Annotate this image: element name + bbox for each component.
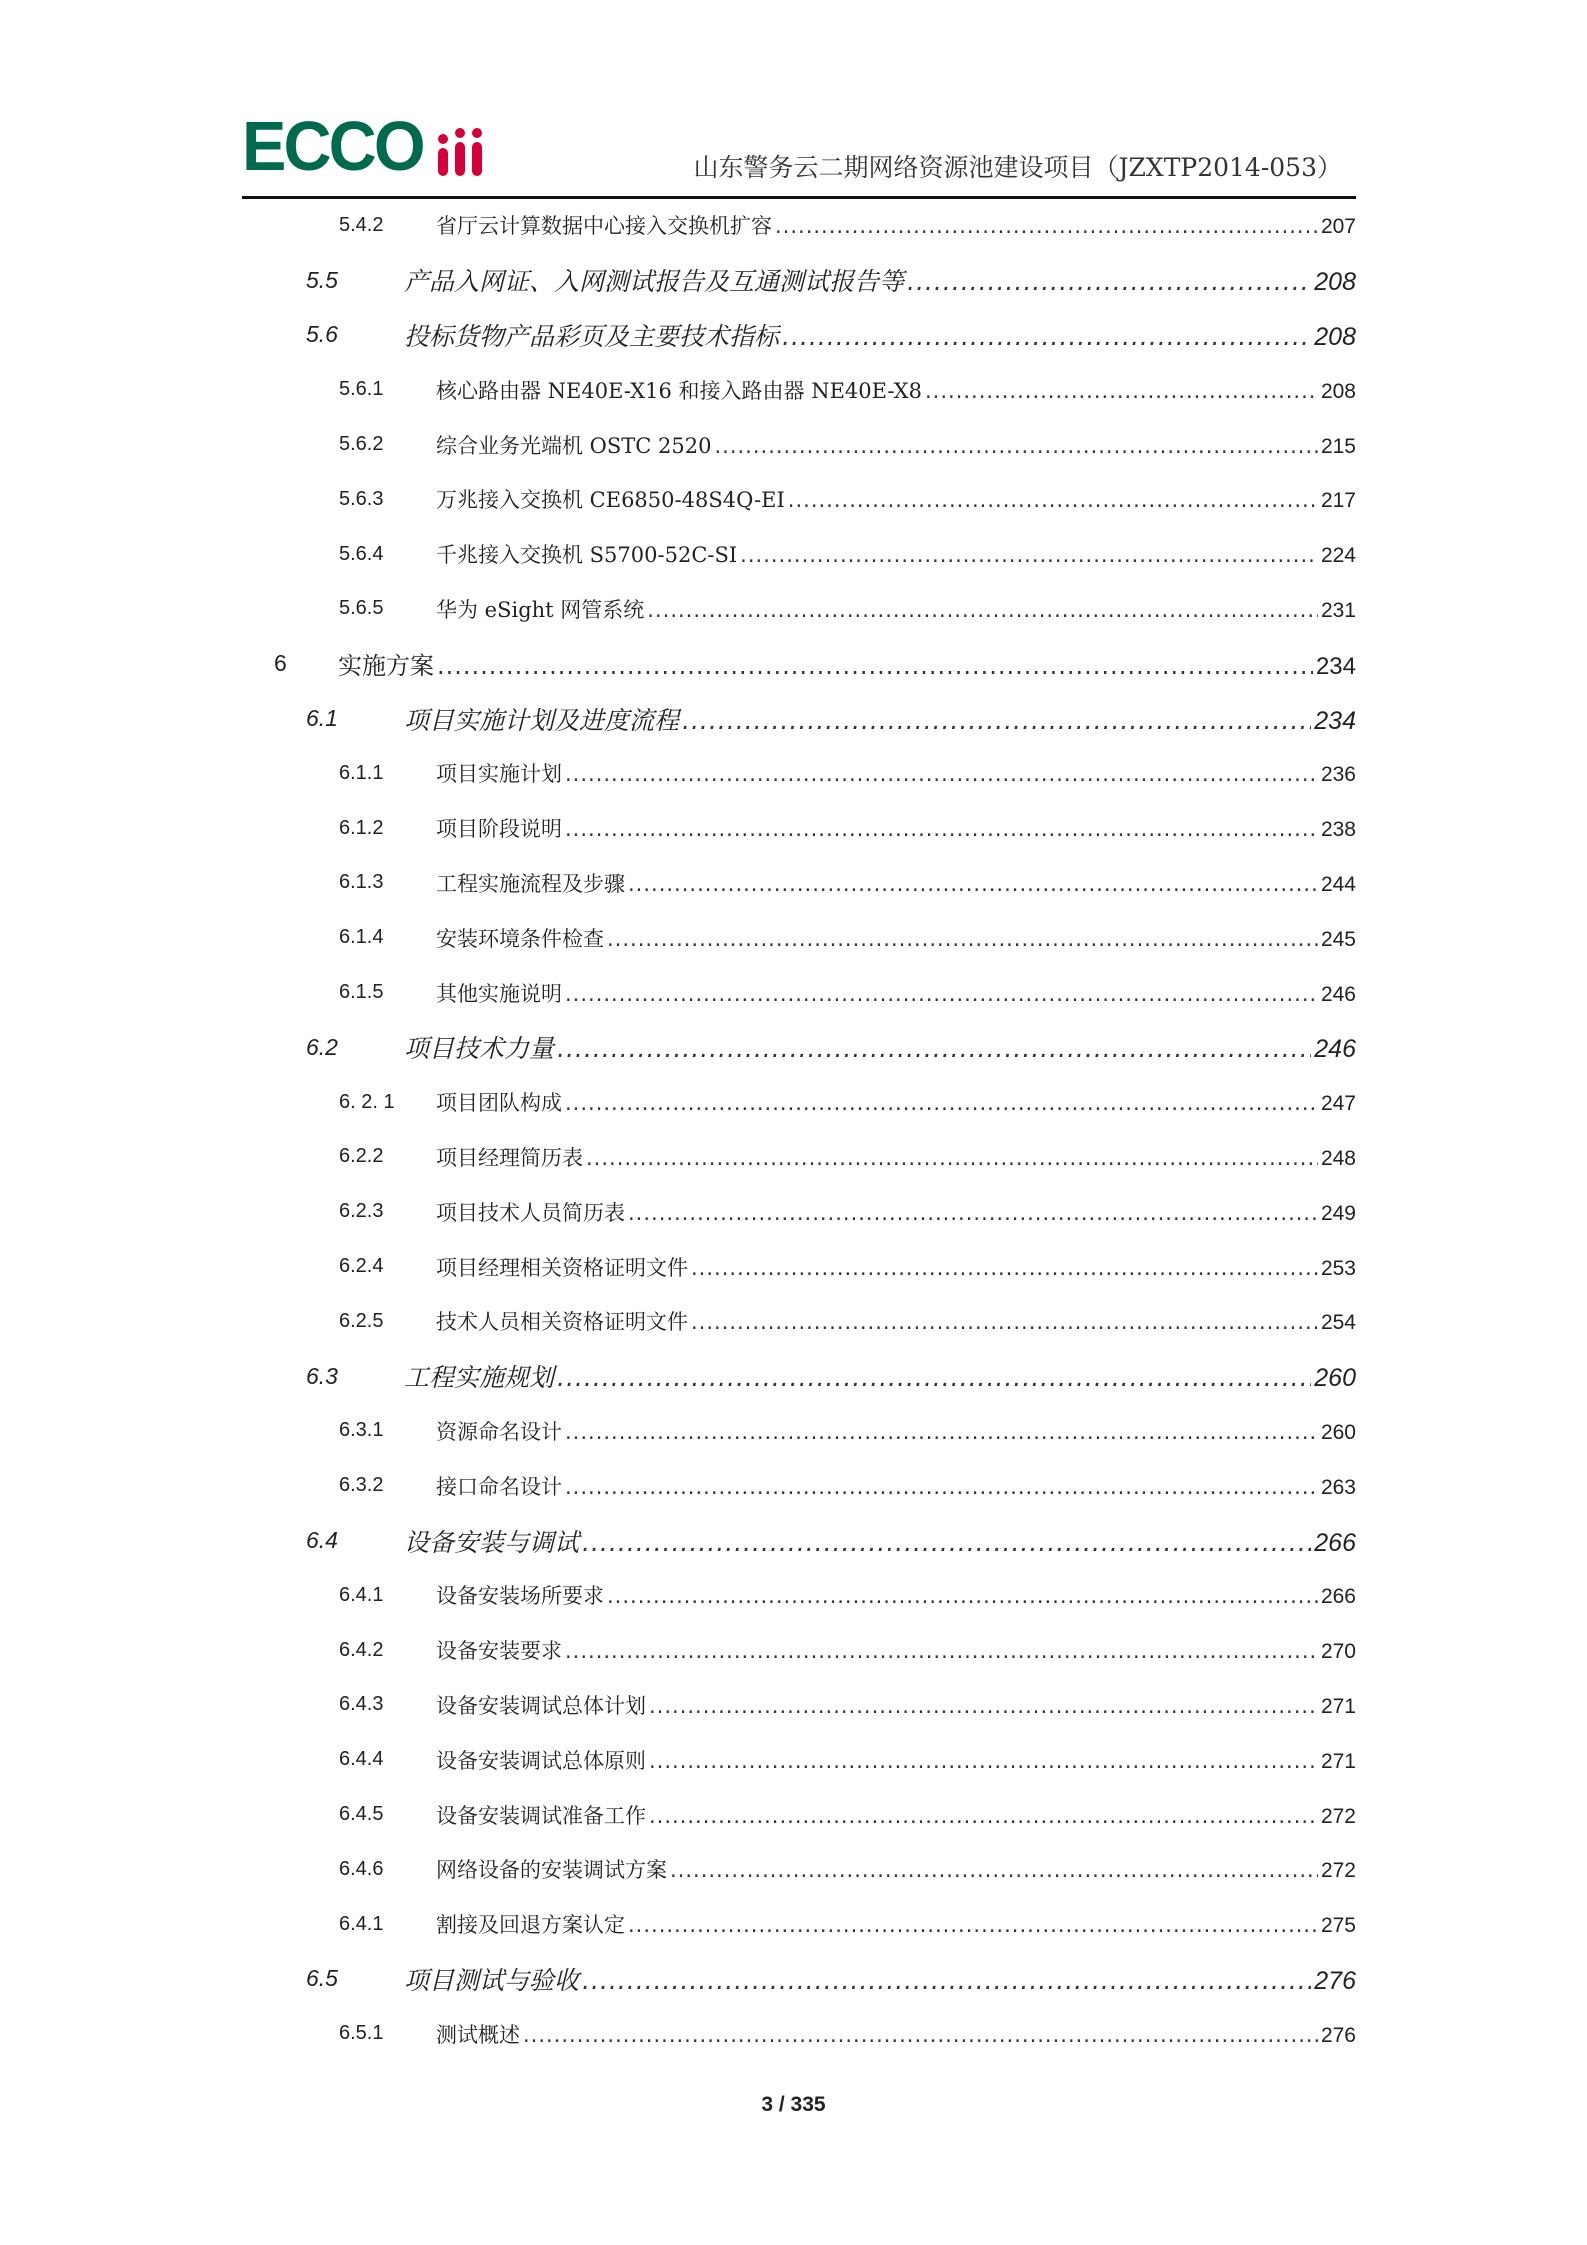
toc-entry-page[interactable]: 208 bbox=[1314, 322, 1356, 351]
toc-entry[interactable] bbox=[0, 1239, 1356, 1294]
toc-dot-leader bbox=[649, 1749, 1318, 1773]
toc-dot-leader bbox=[557, 1034, 1311, 1063]
toc-entry-number: 6.1.4 bbox=[339, 926, 384, 949]
toc-entry-number: 5.6.3 bbox=[339, 487, 384, 510]
document-header-title: 山东警务云二期网络资源池建设项目（JZXTP2014-053） bbox=[693, 153, 1342, 182]
toc-dot-leader bbox=[628, 1201, 1318, 1225]
company-logo bbox=[242, 107, 482, 185]
toc-dot-leader bbox=[740, 543, 1318, 567]
toc-entry-page[interactable]: 247 bbox=[1320, 1092, 1356, 1116]
toc-entry[interactable] bbox=[0, 308, 1356, 363]
toc-dot-leader bbox=[565, 982, 1318, 1006]
toc-entry-title[interactable]: 安装环境条件检查 bbox=[436, 926, 604, 951]
toc-entry-number: 6.2.4 bbox=[339, 1255, 384, 1278]
toc-entry[interactable] bbox=[0, 253, 1356, 308]
toc-entry[interactable] bbox=[0, 1568, 1356, 1623]
toc-dot-leader bbox=[565, 762, 1318, 786]
toc-dot-leader bbox=[565, 817, 1318, 841]
toc-entry-title[interactable]: 设备安装与调试 bbox=[404, 1527, 580, 1557]
toc-entry-title[interactable]: 核心路由器 NE40E-X16 和接入路由器 NE40E-X8 bbox=[436, 378, 922, 403]
toc-dot-leader bbox=[628, 872, 1318, 896]
toc-entry-page[interactable]: 272 bbox=[1320, 1804, 1356, 1828]
toc-entry-page[interactable]: 271 bbox=[1320, 1694, 1356, 1718]
toc-dot-leader bbox=[682, 706, 1311, 735]
toc-entry-page[interactable]: 276 bbox=[1314, 1966, 1356, 1995]
toc-dot-leader bbox=[582, 1966, 1311, 1995]
toc-dot-leader bbox=[647, 598, 1318, 622]
toc-entry-title[interactable]: 项目阶段说明 bbox=[436, 817, 562, 842]
toc-entry[interactable] bbox=[0, 1020, 1356, 1075]
toc-dot-leader bbox=[788, 488, 1318, 512]
toc-dot-leader bbox=[565, 1475, 1318, 1499]
toc-entry[interactable] bbox=[0, 1897, 1356, 1952]
toc-dot-leader bbox=[670, 1858, 1318, 1882]
toc-entry-page[interactable]: 234 bbox=[1314, 706, 1356, 735]
toc-entry-number: 5.4.2 bbox=[339, 213, 384, 236]
toc-entry-page[interactable]: 260 bbox=[1320, 1420, 1356, 1444]
toc-dot-leader bbox=[628, 1913, 1318, 1937]
toc-entry[interactable] bbox=[0, 636, 1356, 691]
toc-entry-page[interactable]: 217 bbox=[1320, 489, 1356, 513]
toc-dot-leader bbox=[582, 1528, 1311, 1557]
toc-dot-leader bbox=[691, 1310, 1318, 1334]
toc-dot-leader bbox=[586, 1146, 1318, 1170]
toc-entry-number: 6.1.3 bbox=[339, 871, 384, 894]
toc-dot-leader bbox=[565, 1091, 1318, 1115]
toc-entry-number: 6.3 bbox=[306, 1362, 338, 1389]
toc-entry-title[interactable]: 设备安装场所要求 bbox=[436, 1584, 604, 1609]
toc-entry-page[interactable]: 270 bbox=[1320, 1640, 1356, 1664]
toc-entry[interactable] bbox=[0, 1623, 1356, 1678]
logo-text: ECCO bbox=[242, 107, 423, 185]
toc-entry[interactable] bbox=[0, 746, 1356, 801]
toc-entry[interactable] bbox=[0, 198, 1356, 253]
toc-entry[interactable] bbox=[0, 1458, 1356, 1513]
toc-entry[interactable] bbox=[0, 1349, 1356, 1404]
toc-entry-number: 6.1.1 bbox=[339, 761, 384, 784]
toc-entry-number: 5.6.2 bbox=[339, 433, 384, 456]
toc-entry-title[interactable]: 万兆接入交换机 CE6850-48S4Q-EI bbox=[436, 488, 785, 513]
toc-entry-number: 6.4.1 bbox=[339, 1912, 384, 1935]
toc-dot-leader bbox=[649, 1694, 1318, 1718]
toc-dot-leader bbox=[925, 379, 1318, 403]
toc-entry-title[interactable]: 其他实施说明 bbox=[436, 981, 562, 1006]
toc-dot-leader bbox=[437, 652, 1313, 680]
toc-entry-title[interactable]: 资源命名设计 bbox=[436, 1419, 562, 1444]
toc-entry-page[interactable]: 246 bbox=[1320, 982, 1356, 1006]
toc-entry-page[interactable]: 271 bbox=[1320, 1749, 1356, 1773]
toc-entry-title[interactable]: 实施方案 bbox=[338, 652, 434, 681]
toc-entry[interactable] bbox=[0, 1130, 1356, 1185]
toc-entry[interactable] bbox=[0, 1075, 1356, 1130]
toc-entry-title[interactable]: 项目实施计划及进度流程 bbox=[404, 705, 680, 735]
toc-dot-leader bbox=[775, 214, 1318, 238]
toc-entry-page[interactable]: 238 bbox=[1320, 818, 1356, 842]
toc-entry-number: 6.3.2 bbox=[339, 1474, 384, 1497]
logo-bars-icon bbox=[438, 128, 482, 176]
toc-entry-number: 6.5 bbox=[306, 1965, 338, 1992]
toc-entry-title[interactable]: 投标货物产品彩页及主要技术指标 bbox=[404, 321, 780, 351]
toc-entry-page[interactable]: 215 bbox=[1320, 434, 1356, 458]
toc-entry-number: 6.2.2 bbox=[339, 1145, 384, 1168]
toc-dot-leader bbox=[607, 927, 1318, 951]
toc-entry[interactable] bbox=[0, 801, 1356, 856]
toc-dot-leader bbox=[523, 2023, 1318, 2047]
toc-entry-page[interactable]: 207 bbox=[1320, 215, 1356, 239]
toc-dot-leader bbox=[691, 1256, 1318, 1280]
toc-dot-leader bbox=[607, 1584, 1318, 1608]
toc-entry-title[interactable]: 产品入网证、入网测试报告及互通测试报告等 bbox=[404, 267, 905, 297]
toc-entry-page[interactable]: 276 bbox=[1320, 2023, 1356, 2047]
toc-entry[interactable] bbox=[0, 1294, 1356, 1349]
toc-entry-number: 6.1 bbox=[306, 705, 338, 732]
toc-entry-number: 5.6.1 bbox=[339, 378, 384, 401]
toc-entry-number: 6.4.2 bbox=[339, 1638, 384, 1661]
toc-entry-title[interactable]: 项目测试与验收 bbox=[404, 1965, 580, 1995]
toc-entry-page[interactable]: 234 bbox=[1315, 653, 1356, 681]
toc-entry-page[interactable]: 236 bbox=[1320, 763, 1356, 787]
toc-entry-number: 6.1.5 bbox=[339, 981, 384, 1004]
toc-entry-title[interactable]: 项目经理相关资格证明文件 bbox=[436, 1255, 688, 1280]
toc-entry[interactable] bbox=[0, 856, 1356, 911]
toc-dot-leader bbox=[714, 434, 1317, 458]
toc-entry[interactable] bbox=[0, 1842, 1356, 1897]
toc-entry-page[interactable]: 266 bbox=[1314, 1528, 1356, 1557]
toc-entry-number: 6.4.5 bbox=[339, 1803, 384, 1826]
toc-entry[interactable] bbox=[0, 1732, 1356, 1787]
toc-dot-leader bbox=[907, 267, 1311, 296]
toc-entry-page[interactable]: 244 bbox=[1320, 872, 1356, 896]
toc-dot-leader bbox=[557, 1363, 1311, 1392]
toc-entry[interactable] bbox=[0, 1184, 1356, 1239]
toc-entry-title[interactable]: 工程实施流程及步骤 bbox=[436, 871, 625, 896]
toc-entry-page[interactable]: 249 bbox=[1320, 1201, 1356, 1225]
toc-dot-leader bbox=[649, 1804, 1318, 1828]
page-indicator: 3 / 335 bbox=[761, 2093, 826, 2116]
toc-entry-number: 6.3.1 bbox=[339, 1419, 384, 1442]
toc-entry-number: 6 bbox=[274, 650, 287, 677]
toc-entry[interactable] bbox=[0, 472, 1356, 527]
toc-entry-title[interactable]: 工程实施规划 bbox=[404, 1363, 555, 1393]
toc-entry-title[interactable]: 割接及回退方案认定 bbox=[436, 1913, 625, 1938]
toc-entry-page[interactable]: 245 bbox=[1320, 927, 1356, 951]
toc-entry[interactable] bbox=[0, 691, 1356, 746]
toc-entry-page[interactable]: 253 bbox=[1320, 1256, 1356, 1280]
toc-entry-title[interactable]: 网络设备的安装调试方案 bbox=[436, 1858, 667, 1883]
toc-entry-title[interactable]: 测试概述 bbox=[436, 2022, 520, 2047]
toc-entry-title[interactable]: 千兆接入交换机 S5700-52C-SI bbox=[436, 543, 738, 568]
toc-entry-number: 6.2.3 bbox=[339, 1200, 384, 1223]
toc-entry[interactable] bbox=[0, 1787, 1356, 1842]
toc-entry-page[interactable]: 248 bbox=[1320, 1146, 1356, 1170]
toc-entry-title[interactable]: 项目经理简历表 bbox=[436, 1145, 583, 1170]
toc-entry-title[interactable]: 设备安装调试准备工作 bbox=[436, 1803, 646, 1828]
toc-entry-title[interactable]: 项目技术人员简历表 bbox=[436, 1200, 625, 1225]
toc-entry-title[interactable]: 综合业务光端机 OSTC 2520 bbox=[436, 433, 712, 458]
toc-entry-title[interactable]: 华为 eSight 网管系统 bbox=[436, 597, 645, 622]
toc-entry-number: 5.5 bbox=[306, 266, 338, 293]
toc-entry-title[interactable]: 项目实施计划 bbox=[436, 762, 562, 787]
toc-entry-number: 6.5.1 bbox=[339, 2022, 384, 2045]
toc-entry-page[interactable]: 246 bbox=[1314, 1035, 1356, 1064]
toc-entry[interactable] bbox=[0, 965, 1356, 1020]
toc-dot-leader bbox=[565, 1639, 1318, 1663]
toc-entry-page[interactable]: 224 bbox=[1320, 544, 1356, 568]
toc-entry-number: 6. 2. 1 bbox=[339, 1090, 395, 1113]
toc-entry-number: 5.6.5 bbox=[339, 597, 384, 620]
toc-entry-page[interactable]: 260 bbox=[1314, 1364, 1356, 1393]
toc-entry-page[interactable]: 266 bbox=[1320, 1585, 1356, 1609]
toc-entry-title[interactable]: 省厅云计算数据中心接入交换机扩容 bbox=[436, 214, 772, 239]
toc-entry-page[interactable]: 275 bbox=[1320, 1914, 1356, 1938]
toc-entry-number: 6.1.2 bbox=[339, 816, 384, 839]
toc-entry-title[interactable]: 设备安装调试总体计划 bbox=[436, 1693, 646, 1718]
toc-entry-number: 6.4.1 bbox=[339, 1583, 384, 1606]
toc-entry-title[interactable]: 技术人员相关资格证明文件 bbox=[436, 1310, 688, 1335]
toc-entry[interactable] bbox=[0, 417, 1356, 472]
toc-entry-number: 5.6.4 bbox=[339, 542, 384, 565]
toc-entry[interactable] bbox=[0, 1678, 1356, 1733]
toc-entry[interactable] bbox=[0, 1952, 1356, 2007]
toc-entry-page[interactable]: 208 bbox=[1320, 379, 1356, 403]
toc-entry-page[interactable]: 231 bbox=[1320, 598, 1356, 622]
toc-entry-number: 6.4.3 bbox=[339, 1693, 384, 1716]
toc-entry-title[interactable]: 接口命名设计 bbox=[436, 1474, 562, 1499]
toc-entry-number: 6.2 bbox=[306, 1033, 338, 1060]
toc-entry-number: 6.4 bbox=[306, 1527, 338, 1554]
toc-entry-title[interactable]: 设备安装调试总体原则 bbox=[436, 1748, 646, 1773]
toc-entry-page[interactable]: 263 bbox=[1320, 1475, 1356, 1499]
toc-entry[interactable] bbox=[0, 582, 1356, 637]
toc-entry-page[interactable]: 208 bbox=[1314, 268, 1356, 297]
toc-entry[interactable] bbox=[0, 1404, 1356, 1459]
toc-entry-page[interactable]: 272 bbox=[1320, 1859, 1356, 1883]
toc-entry[interactable] bbox=[0, 1513, 1356, 1568]
toc-entry-title[interactable]: 项目团队构成 bbox=[436, 1091, 562, 1116]
toc-entry-number: 6.4.6 bbox=[339, 1857, 384, 1880]
toc-entry-page[interactable]: 254 bbox=[1320, 1311, 1356, 1335]
toc-entry-number: 6.4.4 bbox=[339, 1748, 384, 1771]
toc-dot-leader bbox=[782, 322, 1311, 351]
toc-entry[interactable] bbox=[0, 362, 1356, 417]
toc-entry[interactable] bbox=[0, 527, 1356, 582]
toc-entry-title[interactable]: 设备安装要求 bbox=[436, 1639, 562, 1664]
toc-dot-leader bbox=[565, 1420, 1318, 1444]
toc-entry-title[interactable]: 项目技术力量 bbox=[404, 1034, 555, 1064]
toc-entry-number: 6.2.5 bbox=[339, 1309, 384, 1332]
toc-entry-number: 5.6 bbox=[306, 321, 338, 348]
toc-entry[interactable] bbox=[0, 910, 1356, 965]
toc-entry[interactable] bbox=[0, 2006, 1356, 2061]
